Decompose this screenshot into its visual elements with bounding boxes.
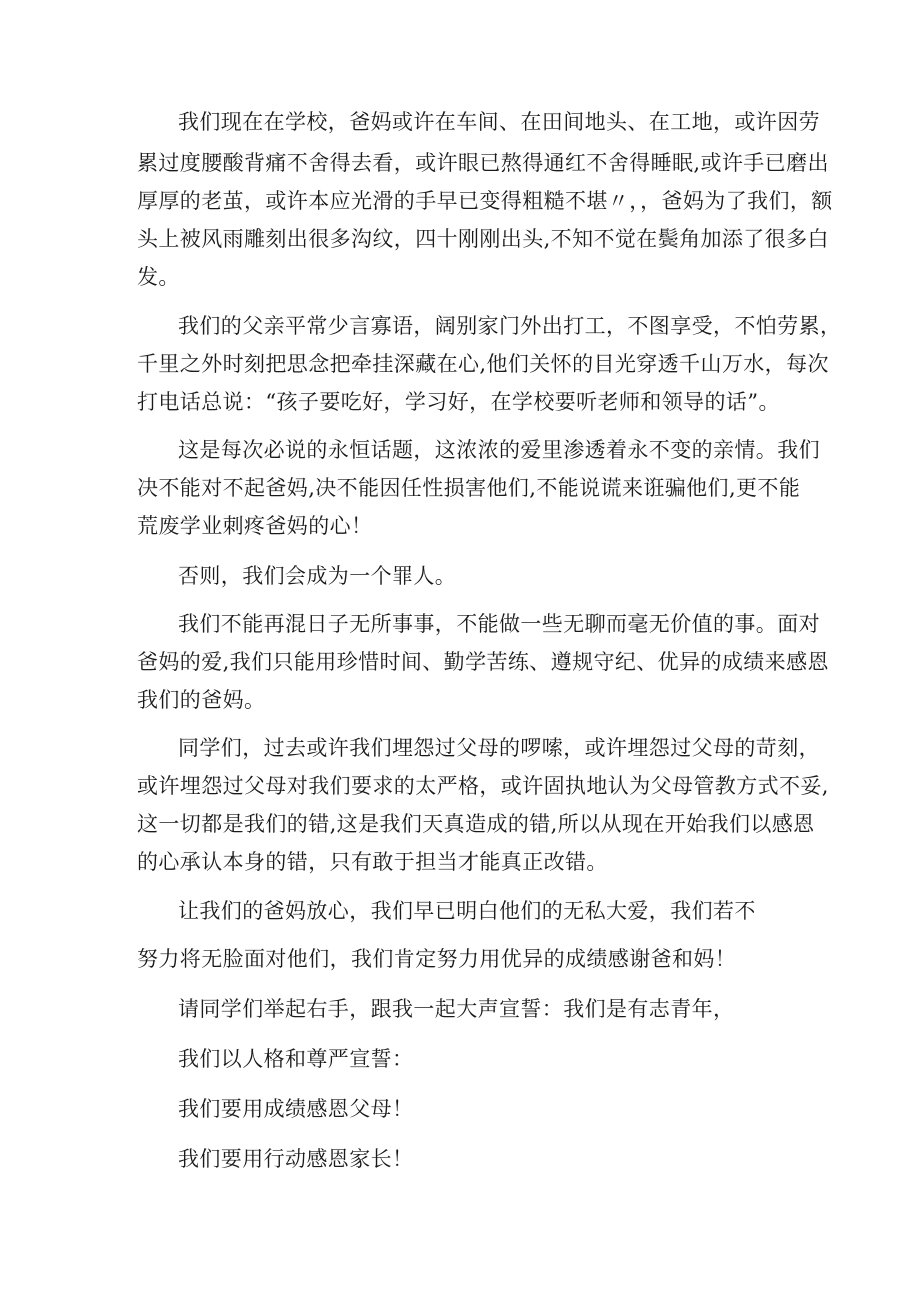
text-line: 发。 <box>137 265 180 289</box>
text-line: 或许埋怨过父母对我们要求的太严格，或许固执地认为父母管教方式不妥, <box>137 774 829 798</box>
text-line: 的心承认本身的错，只有敢于担当才能真正改错。 <box>137 850 608 874</box>
text-line: 我们现在在学校，爸妈或许在车间、在田间地头、在工地，或许因劳 <box>178 110 820 134</box>
text-line: 累过度腰酸背痛不舍得去看，或许眼已熬得通红不舍得睡眠,或许手已磨出 <box>137 151 829 175</box>
text-line: 千里之外时刻把思念把牵挂深藏在心,他们关怀的目光穿透千山万水，每次 <box>137 352 829 376</box>
text-line: 我们要用行动感恩家长！ <box>178 1147 414 1171</box>
text-line: 这是每次必说的永恒话题，这浓浓的爱里渗透着永不变的亲情。我们 <box>178 438 820 462</box>
text-line: 荒废学业刺疼爸妈的心！ <box>137 514 373 538</box>
text-line: 我们不能再混日子无所事事，不能做一些无聊而毫无价值的事。面对 <box>178 612 820 636</box>
text-line: 努力将无脸面对他们，我们肯定努力用优异的成绩感谢爸和妈！ <box>137 947 737 971</box>
text-line: 这一切都是我们的错,这是我们天真造成的错,所以从现在开始我们以感恩 <box>137 812 815 836</box>
text-line: 爸妈的爱,我们只能用珍惜时间、勤学苦练、遵规守纪、优异的成绩来感恩 <box>137 650 829 674</box>
text-line: 头上被风雨雕刻出很多沟纹，四十刚刚出头,不知不觉在鬓角加添了很多白 <box>137 227 829 251</box>
text-line: 我们要用成绩感恩父母！ <box>178 1097 414 1121</box>
text-line: 否则，我们会成为一个罪人。 <box>178 564 457 588</box>
text-line: 让我们的爸妈放心，我们早已明白他们的无私大爱，我们若不 <box>178 899 756 923</box>
text-line: 请同学们举起右手，跟我一起大声宣誓：我们是有志青年， <box>178 997 735 1021</box>
text-line: 我们以人格和尊严宣誓： <box>178 1047 414 1071</box>
text-line: 厚厚的老茧，或许本应光滑的手早已变得粗糙不堪〃，，爸妈为了我们，额 <box>137 189 833 213</box>
text-line: 我们的父亲平常少言寡语，阔别家门外出打工，不图享受，不怕劳累， <box>178 314 842 338</box>
text-line: 同学们，过去或许我们埋怨过父母的啰嗦，或许埋怨过父母的苛刻， <box>178 736 820 760</box>
text-line: 打电话总说：“孩子要吃好，学习好，在学校要听老师和领导的话”。 <box>137 390 780 414</box>
text-line: 决不能对不起爸妈,决不能因任性损害他们,不能说谎来诳骗他们,更不能 <box>137 476 801 500</box>
text-line: 我们的爸妈。 <box>137 688 266 712</box>
